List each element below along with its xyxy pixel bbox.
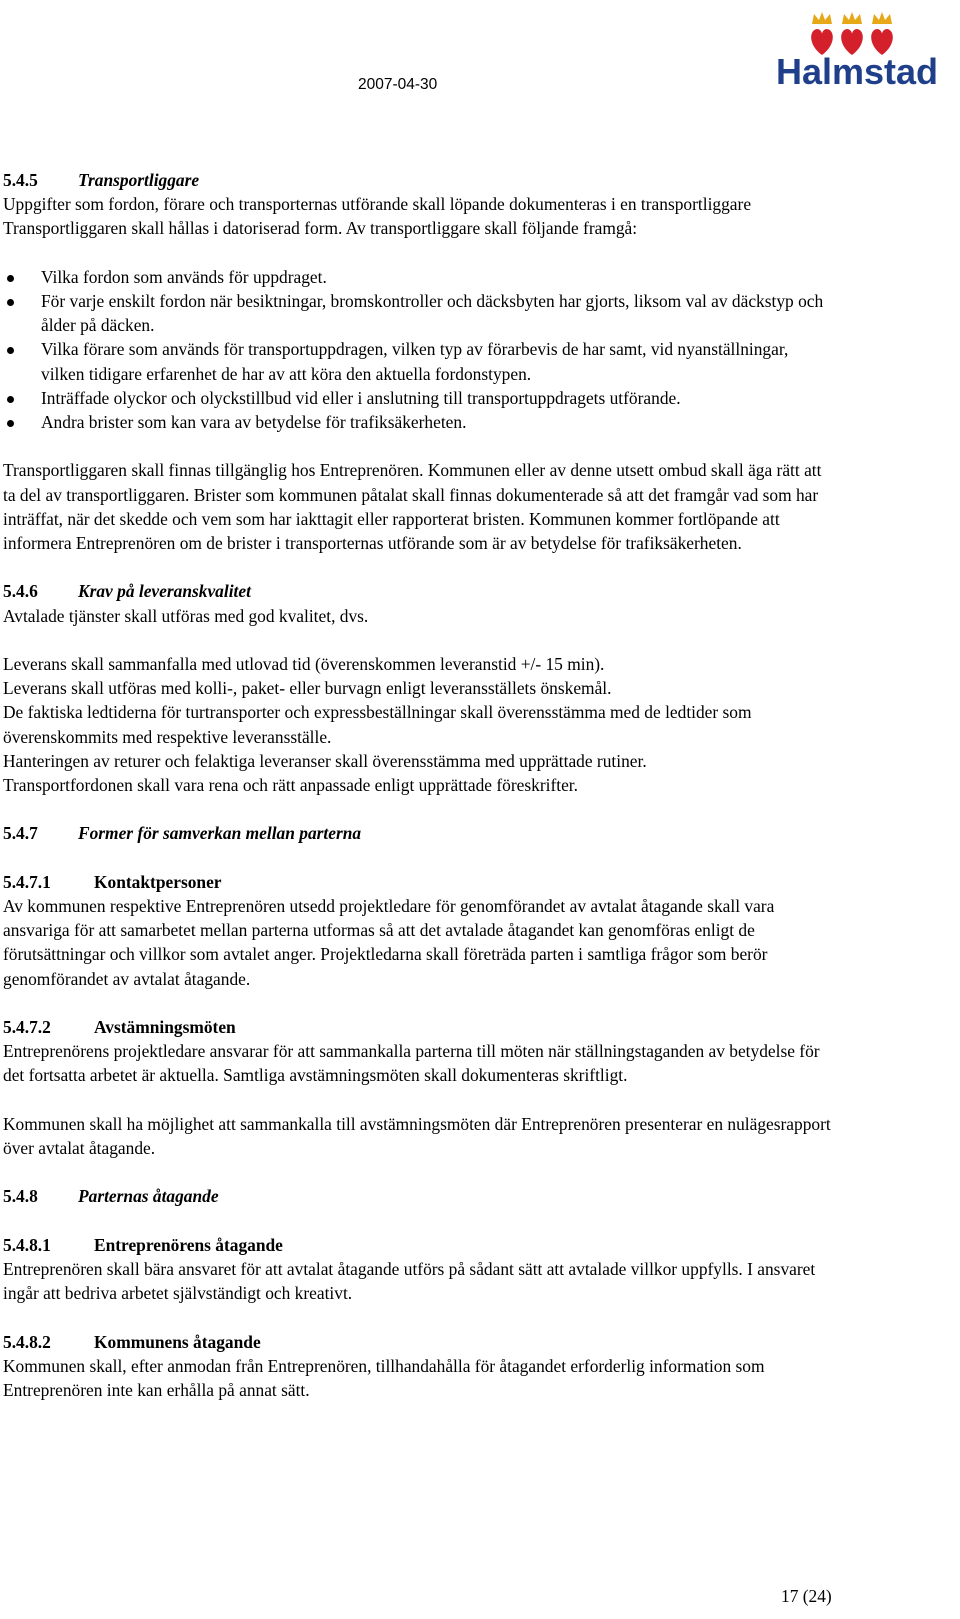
svg-text:Halmstad: Halmstad	[775, 51, 939, 92]
section-5-4-5-intro: Uppgifter som fordon, förare och transporternas utförande skall löpande dokumenteras i en transportliggare Transportliggaren skall hållas i datoriserad form. Av transportliggare skall följande framgå:	[3, 194, 752, 239]
section-5-4-6-intro: Avtalade tjänster skall utföras med god kvalitet, dvs.	[3, 605, 369, 626]
list-item: Inträffade olyckor och olyckstillbud vid eller i anslutning till transportuppdragets utförande.	[3, 386, 833, 410]
section-5-4-8-2-heading: 5.4.8.2 Kommunens åtagande	[3, 1331, 261, 1352]
quality-line: Hanteringen av returer och felaktiga leveranser skall överensstämma med upprättade rutiner.	[3, 750, 647, 771]
document-body	[3, 168, 833, 1402]
section-5-4-8-1-heading: 5.4.8.1 Entreprenörens åtagande	[3, 1234, 283, 1255]
section-5-4-8-heading: 5.4.8 Parternas åtagande	[3, 1186, 219, 1207]
list-item: För varje enskilt fordon när besiktningar, bromskontroller och däcksbyten har gjorts, liksom val av däckstyp och ålder på däcken.	[3, 289, 833, 337]
section-5-4-8-2-text: Kommunen skall, efter anmodan från Entreprenören, tillhandahålla för åtagandet erforderlig information som Entreprenören inte kan erhålla på annat sätt.	[3, 1355, 765, 1400]
page-number: 17 (24)	[781, 1586, 832, 1606]
section-5-4-7-2-text: Entreprenörens projektledare ansvarar för att sammankalla parterna till möten när ställningstaganden av betydelse för det fortsatta arbetet är aktuella. Samtliga avstämningsmöten skall dokumenteras skriftligt.	[3, 1041, 820, 1086]
section-5-4-5-paragraph: Transportliggaren skall finnas tillgänglig hos Entreprenören. Kommunen eller av denne utsett ombud skall äga rätt att ta del av transportliggaren. Brister som kommunen påtalat skall finnas dokumenterade så att det framgår vad som har inträffat, när det skedde och vem som har iakttagit eller rapporterat bristen. Kommunen kommer fortlöpande att informera Entreprenören om de brister i transporternas utförande som är av betydelse för trafiksäkerheten.	[3, 460, 822, 554]
document-date: 2007-04-30	[358, 76, 438, 93]
section-5-4-7-heading: 5.4.7 Former för samverkan mellan parterna	[3, 823, 362, 844]
halmstad-logo	[766, 10, 952, 92]
crown-icon	[812, 12, 892, 24]
transportliggare-list	[3, 265, 833, 434]
quality-line: De faktiska ledtiderna för turtransporter och expressbeställningar skall överensstämma med de ledtider som överenskommits med respektive leveransställe.	[3, 702, 752, 747]
list-item: Vilka fordon som används för uppdraget.	[3, 265, 833, 289]
quality-line: Leverans skall sammanfalla med utlovad tid (överenskommen leveranstid +/- 15 min).	[3, 654, 605, 674]
quality-line: Transportfordonen skall vara rena och rätt anpassade enligt upprättade föreskrifter.	[3, 775, 578, 796]
section-5-4-7-2-text-2: Kommunen skall ha möjlighet att sammankalla till avstämningsmöten där Entreprenören presenterar en nulägesrapport över avtalat åtagande.	[3, 1113, 831, 1158]
section-5-4-8-1-text: Entreprenören skall bära ansvaret för att avtalat åtagande utförs på sådant sätt att avtalade villkor uppfylls. I ansvaret ingår att bedriva arbetet självständigt och kreativt.	[3, 1258, 816, 1304]
section-5-4-7-2-heading: 5.4.7.2 Avstämningsmöten	[3, 1017, 236, 1037]
section-5-4-7-1-heading: 5.4.7.1 Kontaktpersoner	[3, 871, 222, 892]
list-item: Andra brister som kan vara av betydelse för trafiksäkerheten.	[3, 410, 833, 434]
quality-line: Leverans skall utföras med kolli-, paket- eller burvagn enligt leveransställets önskemål.	[3, 678, 612, 699]
section-5-4-7-1-text: Av kommunen respektive Entreprenören utsedd projektledare för genomförandet av avtalat åtagande skall vara ansvariga för att samarbetet mellan parterna utformas så att det avtalade åtagandet kan genomföras enligt de förutsättningar och villkor som avtalet anger. Projektledarna skall företräda parten i samtliga frågor som berör genomförandet av avtalat åtagande.	[3, 896, 775, 989]
section-5-4-6-heading: 5.4.6 Krav på leveranskvalitet	[3, 581, 251, 602]
list-item: Vilka förare som används för transportuppdragen, vilken typ av förarbevis de har samt, vid nyanställningar, vilken tidigare erfarenhet de har av att köra den aktuella fordonstypen.	[3, 337, 833, 385]
section-5-4-5-heading: 5.4.5 Transportliggare	[3, 170, 200, 190]
